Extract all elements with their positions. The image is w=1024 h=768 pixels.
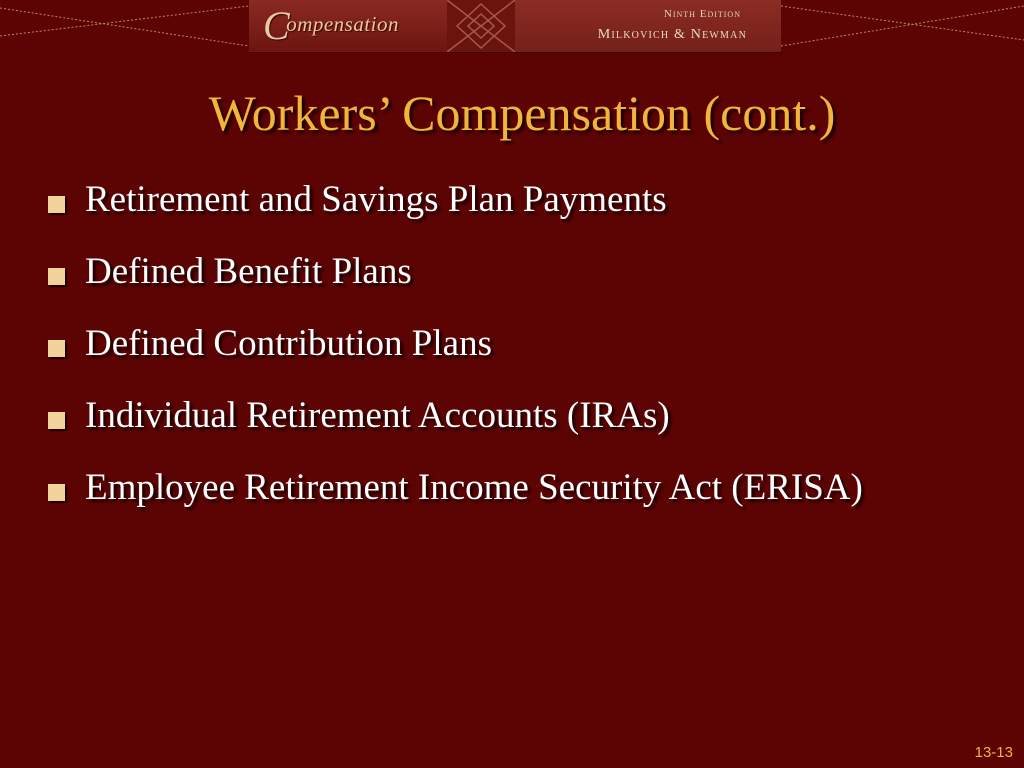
banner-logo-panel: [249, 0, 447, 52]
bullet-item: [48, 468, 905, 508]
bullet-list: [48, 180, 948, 540]
slide-title-text: Workers’ Compensation (cont.): [208, 85, 836, 141]
bullet-item: [48, 252, 948, 292]
bullet-item: [48, 324, 948, 364]
bullet-item: [48, 180, 948, 220]
compensation-logo: [263, 3, 400, 48]
square-bullet-icon: [48, 268, 65, 285]
page-number: 13-13: [974, 744, 1013, 761]
square-bullet-icon: [48, 340, 65, 357]
banner-ornament-panel: [447, 0, 515, 52]
header-banner: [249, 0, 781, 52]
bullet-text: Retirement and Savings Plan Payments: [85, 179, 667, 220]
square-bullet-icon: [48, 412, 65, 429]
bullet-text: Employee Retirement Income Security Act (ERISA): [85, 467, 863, 508]
bullet-text: Individual Retirement Accounts (IRAs): [85, 395, 670, 436]
logo-initial: C: [263, 3, 291, 48]
slide-title: [0, 84, 1024, 142]
edition-label: Ninth Edition: [663, 8, 741, 20]
bullet-text: Defined Contribution Plans: [85, 323, 492, 364]
logo-text: ompensation: [286, 12, 400, 36]
authors-label: Milkovich & Newman: [597, 27, 747, 42]
bullet-item: [48, 396, 948, 436]
square-bullet-icon: [48, 484, 65, 501]
bullet-text: Defined Benefit Plans: [85, 251, 412, 292]
banner-edition-panel: [515, 0, 781, 52]
diamond-ornament-icon: [447, 0, 515, 52]
square-bullet-icon: [48, 196, 65, 213]
